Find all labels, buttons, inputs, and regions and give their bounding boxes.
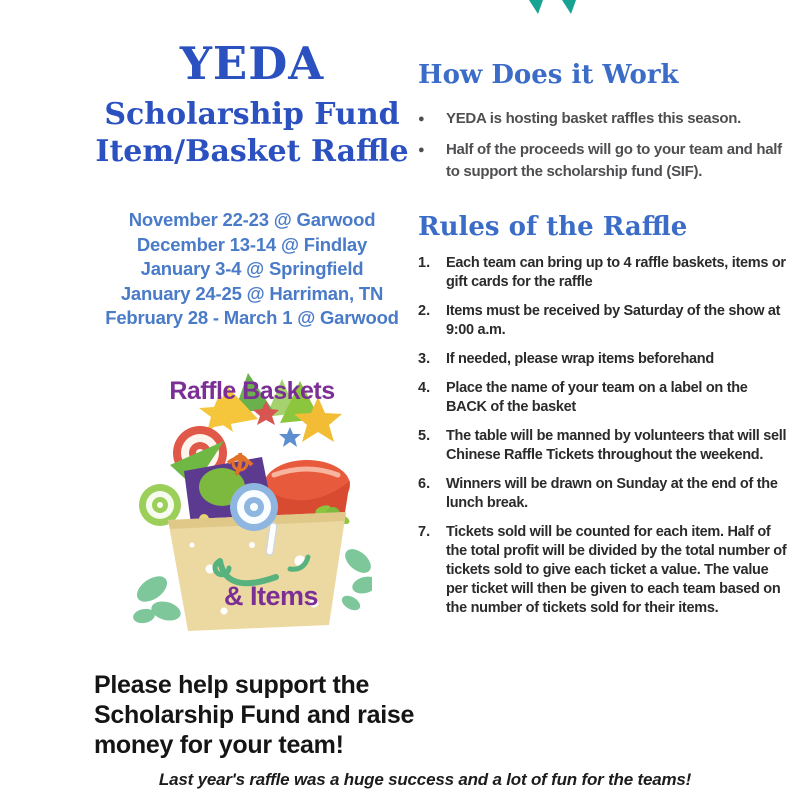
- rule-item: [418, 427, 788, 465]
- clipart-title-text: Raffle Baskets: [169, 376, 335, 405]
- list-item: [418, 139, 788, 183]
- subtitle-line-1: Scholarship Fund: [104, 97, 400, 132]
- bullet-icon: ●: [418, 113, 425, 125]
- footer-note: Last year's raffle was a huge success and a lot of fun for the teams!: [158, 770, 692, 789]
- rule-item: [418, 302, 788, 340]
- rule-number: 7.: [418, 524, 431, 540]
- rules-list: [418, 254, 788, 618]
- subtitle-line-2: Item/Basket Raffle: [95, 134, 409, 169]
- rule-number: 5.: [418, 428, 431, 444]
- rule-text: Items must be received by Saturday of the show at 9:00 a.m.: [446, 303, 781, 338]
- bullet-text: Half of the proceeds will go to your team and half to support the scholarship fund (SIF).: [446, 141, 782, 180]
- rule-item: [418, 254, 788, 292]
- rule-item: [418, 475, 788, 513]
- rule-text: Tickets sold will be counted for each item. Half of the total profit will be divided by the total number of tickets sold to give each ticket a value. The value per ticket will then be given to each team based on the number of tickets sold for their items.: [446, 524, 787, 616]
- rule-number: 4.: [418, 380, 431, 396]
- rule-text: If needed, please wrap items beforehand: [446, 351, 714, 367]
- rule-text: Winners will be drawn on Sunday at the end of the lunch break.: [446, 476, 778, 511]
- event-date: January 3-4 @ Springfield: [140, 258, 364, 279]
- event-date: February 28 - March 1 @ Garwood: [105, 307, 399, 328]
- rule-item: [418, 350, 788, 369]
- raffle-basket-illustration: [132, 373, 372, 638]
- event-date: November 22-23 @ Garwood: [128, 209, 376, 230]
- rule-number: 3.: [418, 351, 431, 367]
- page-subtitle: [78, 96, 426, 170]
- bullet-text: YEDA is hosting basket raffles this season.: [446, 110, 741, 127]
- event-dates-list: [78, 208, 426, 331]
- support-message: Please help support the Scholarship Fund and raise money for your team!: [94, 670, 415, 759]
- left-column: [78, 0, 426, 760]
- event-date: December 13-14 @ Findlay: [136, 233, 368, 255]
- rule-number: 2.: [418, 303, 431, 319]
- how-it-works-heading: How Does it Work: [418, 60, 679, 90]
- rule-item: [418, 523, 788, 618]
- rule-text: Each team can bring up to 4 raffle baskets, items or gift cards for the raffle: [446, 255, 786, 290]
- event-date: January 24-25 @ Harriman, TN: [120, 282, 384, 304]
- rules-heading: Rules of the Raffle: [418, 212, 688, 242]
- rule-text: The table will be manned by volunteers that will sell Chinese Raffle Tickets throughout the weekend.: [446, 428, 787, 463]
- right-column: [418, 0, 788, 618]
- rule-text: Place the name of your team on a label on the BACK of the basket: [446, 380, 748, 415]
- how-it-works-list: [418, 108, 788, 183]
- bullet-icon: ●: [418, 144, 425, 156]
- rule-number: 1.: [418, 255, 431, 271]
- page-title: YEDA: [179, 37, 325, 90]
- list-item: [418, 108, 788, 130]
- clipart-caption-text: & Items: [224, 580, 319, 611]
- rule-number: 6.: [418, 476, 431, 492]
- rule-item: [418, 379, 788, 417]
